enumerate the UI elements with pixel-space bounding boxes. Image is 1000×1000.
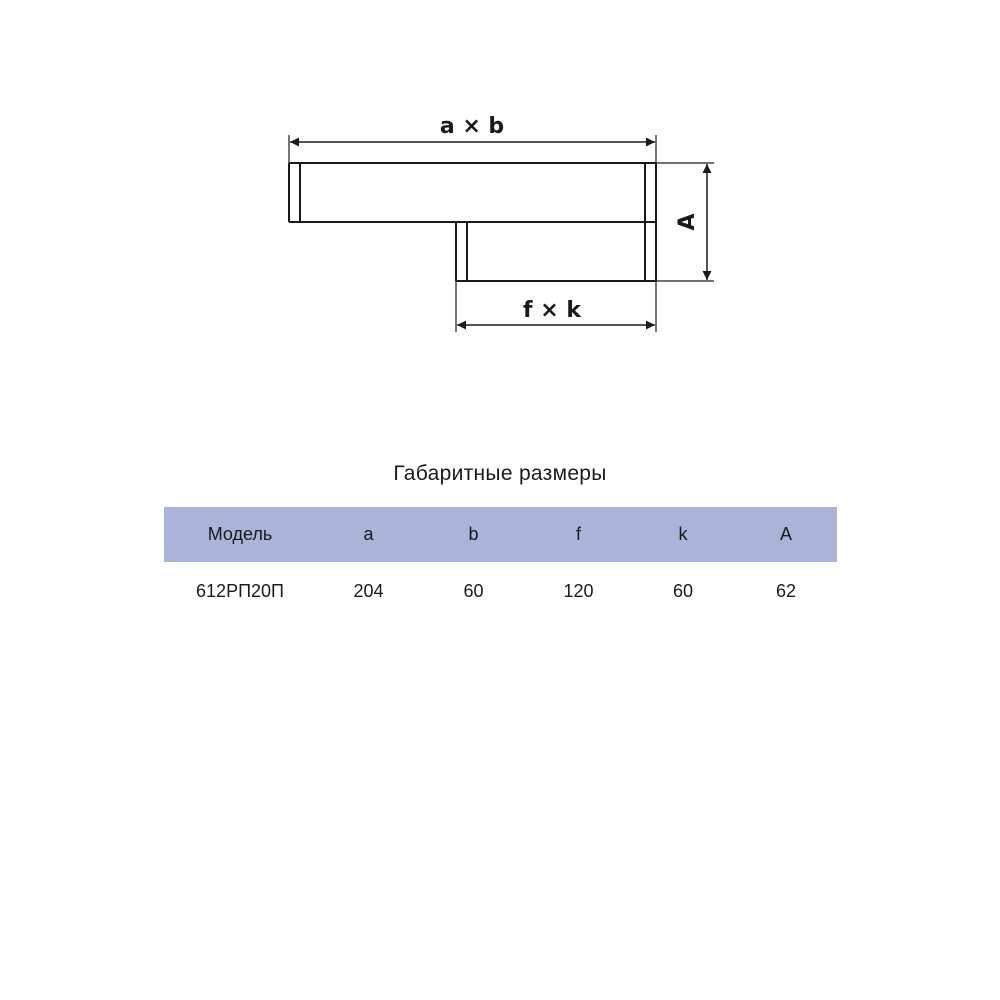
cell-k: 60 [672,580,694,601]
cell-f: 120 [563,580,594,601]
extension-lines [289,135,714,332]
header-b: b [421,507,526,562]
cell-A: 62 [775,580,797,601]
cell-b: 60 [463,580,484,601]
table-row [164,562,837,620]
cell-a: 204 [353,580,384,601]
dimensions-table [164,507,837,620]
lower-duct-outline [456,222,656,281]
table-header-row [164,507,837,562]
header-model: Модель [164,507,316,562]
header-k: k [631,507,735,562]
bottom-dimension-label: f × k [523,298,581,323]
top-dimension-label: a × b [439,114,505,139]
table-title: Габаритные размеры [393,462,607,485]
cell-model: 612РП20П [196,580,284,601]
upper-duct-outline [289,163,656,222]
header-f: f [526,507,631,562]
header-a: a [316,507,421,562]
side-dimension-label: A [675,213,700,231]
header-A: A [735,507,837,562]
reducer-drawing [0,0,1000,400]
